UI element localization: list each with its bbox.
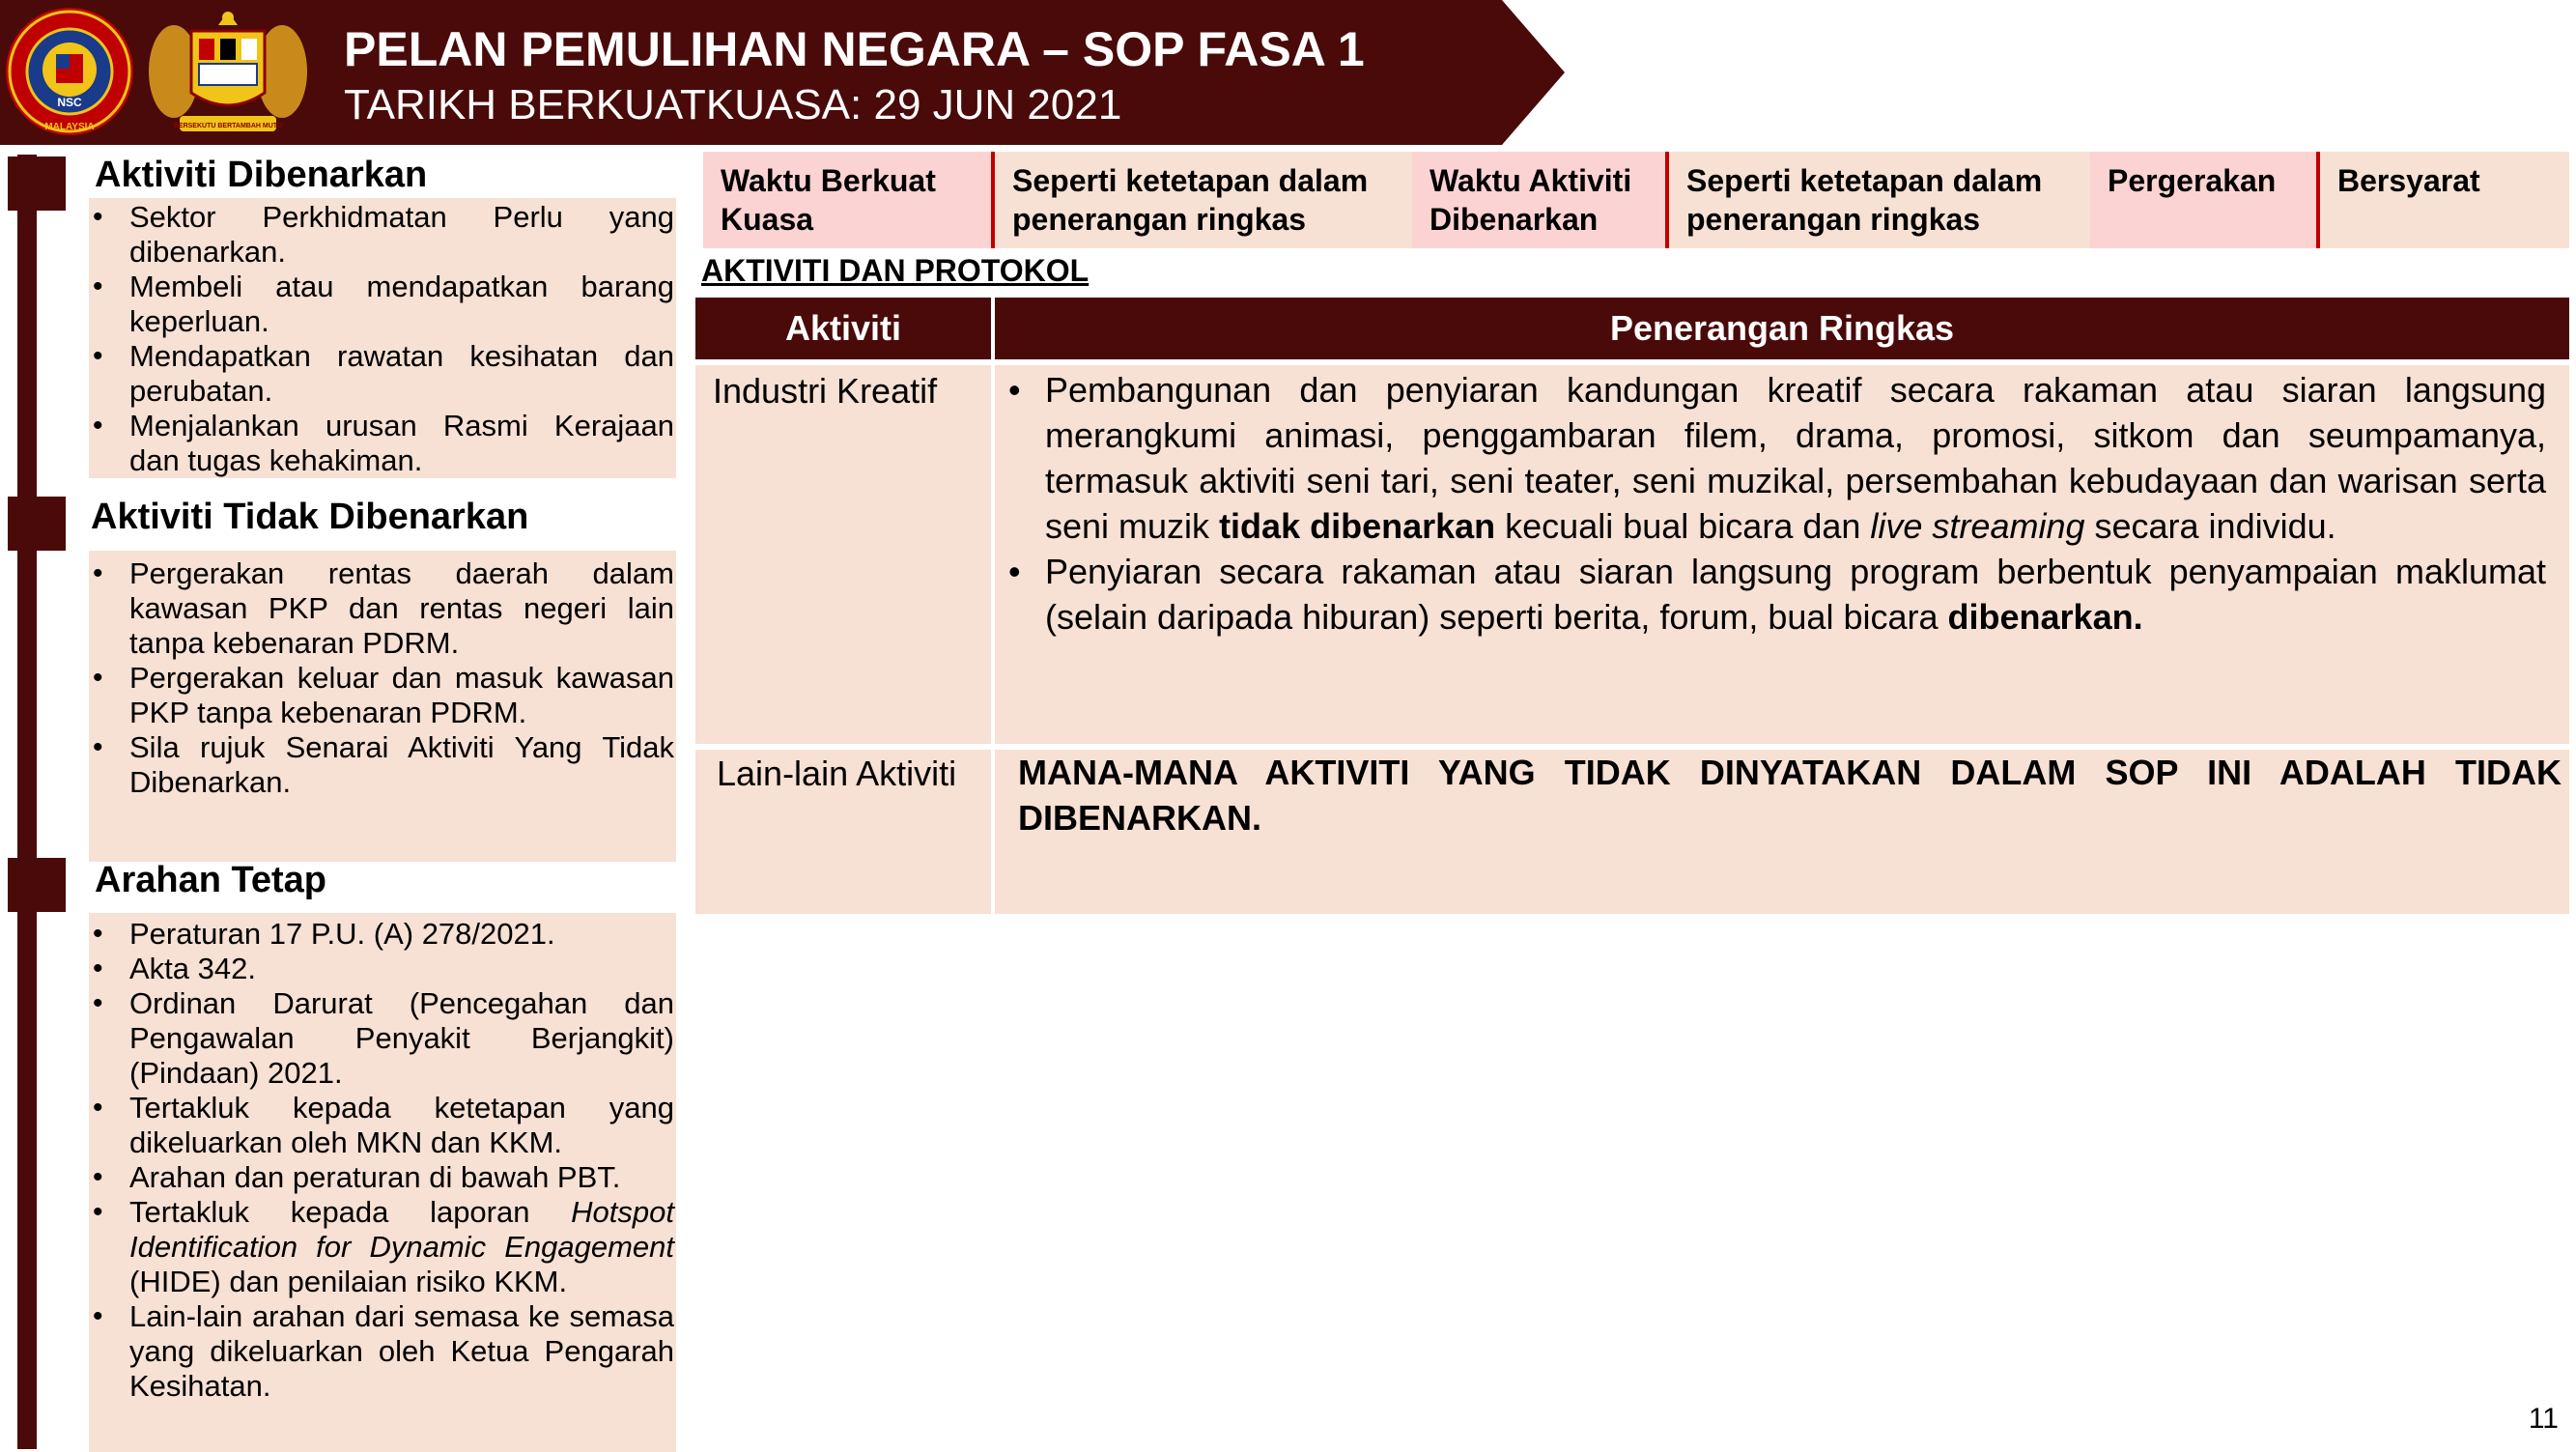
directives-heading: Arahan Tetap bbox=[95, 860, 327, 900]
hide-pre: Tertakluk kepada laporan bbox=[129, 1195, 572, 1229]
table-row-description bbox=[995, 750, 2569, 914]
list-item: • Arahan dan peraturan di bawah PBT. bbox=[93, 1160, 674, 1195]
hide-post: (HIDE) dan penilaian risiko KKM. bbox=[129, 1265, 568, 1298]
movement-label: Pergerakan bbox=[2090, 152, 2316, 248]
movement-value: Bersyarat bbox=[2320, 152, 2569, 248]
list-item: • Mendapatkan rawatan kesihatan dan perubatan. bbox=[93, 339, 674, 409]
svg-text:MALAYSIA: MALAYSIA bbox=[44, 122, 95, 132]
svg-text:BERSEKUTU BERTAMBAH MUTU: BERSEKUTU BERTAMBAH MUTU bbox=[173, 123, 283, 129]
not-listed-notice: MANA-MANA AKTIVITI YANG TIDAK DINYATAKAN DALAM SOP INI ADALAH TIDAK DIBENARKAN. bbox=[1018, 753, 2562, 838]
not-allowed-heading: Aktiviti Tidak Dibenarkan bbox=[91, 497, 529, 537]
desc-text: Penyiaran secara rakaman atau siaran langsung program berbentuk penyampaian maklumat (selain daripada hiburan) seperti berita, forum, bual bicara bbox=[1045, 552, 2546, 637]
not-allowed-list bbox=[89, 551, 676, 800]
coat-of-arms-icon bbox=[141, 4, 315, 144]
list-item: • Akta 342. bbox=[93, 952, 674, 986]
table-row-activity bbox=[695, 365, 991, 744]
list-item bbox=[93, 1195, 674, 1299]
page-number: 11 bbox=[2528, 1403, 2559, 1435]
list-item: • Tertakluk kepada ketetapan yang dikeluarkan oleh MKN dan KKM. bbox=[93, 1091, 674, 1160]
directives-box bbox=[89, 913, 676, 1452]
timeline-bar bbox=[17, 155, 37, 1449]
hours-value: Seperti ketetapan dalam penerangan ringkas bbox=[995, 152, 1412, 248]
not-allowed-box bbox=[89, 551, 676, 862]
hours-label: Waktu Berkuat Kuasa bbox=[703, 152, 991, 248]
column-header-description: Penerangan Ringkas bbox=[995, 298, 2569, 359]
list-item: • Lain-lain arahan dari semasa ke semasa yang dikeluarkan oleh Ketua Pengarah Kesihatan. bbox=[93, 1299, 674, 1404]
list-item bbox=[1008, 367, 2546, 549]
description-list bbox=[1008, 367, 2546, 640]
list-item: • Membeli atau mendapatkan barang keperluan. bbox=[93, 270, 674, 339]
desc-bold: dibenarkan. bbox=[1947, 597, 2143, 637]
hide-italic: Hotspot Identification for Dynamic Engagement bbox=[129, 1195, 674, 1264]
desc-text: Pembangunan dan penyiaran kandungan kreatif secara rakaman atau siaran langsung merangkumi animasi, penggambaran filem, drama, promosi, sitkom dan seumpamanya, termasuk aktiviti seni tari, seni teater, seni muzikal, persembahan kebudayaan dan warisan serta seni muzik bbox=[1045, 370, 2546, 546]
table-row-activity bbox=[695, 750, 991, 914]
table-row-description bbox=[995, 365, 2569, 744]
section-marker bbox=[8, 157, 66, 211]
section-marker bbox=[8, 858, 66, 912]
desc-text: kecuali bual bicara dan bbox=[1495, 506, 1871, 546]
directives-list bbox=[89, 913, 676, 1404]
allowed-box bbox=[89, 198, 676, 478]
list-item: • Ordinan Darurat (Pencegahan dan Pengawalan Penyakit Berjangkit) (Pindaan) 2021. bbox=[93, 986, 674, 1091]
activity-hours-label: Waktu Aktiviti Dibenarkan bbox=[1412, 152, 1665, 248]
list-item: • Pergerakan keluar dan masuk kawasan PKP tanpa kebenaran PDRM. bbox=[93, 661, 674, 730]
desc-italic: live streaming bbox=[1870, 506, 2085, 546]
effective-date: TARIKH BERKUATKUASA: 29 JUN 2021 bbox=[344, 81, 1122, 128]
list-item bbox=[1008, 549, 2546, 640]
list-item: • Menjalankan urusan Rasmi Kerajaan dan tugas kehakiman. bbox=[93, 409, 674, 478]
list-item: • Peraturan 17 P.U. (A) 278/2021. bbox=[93, 917, 674, 952]
column-header-activity: Aktiviti bbox=[695, 298, 991, 359]
list-item: • Pergerakan rentas daerah dalam kawasan PKP dan rentas negeri lain tanpa kebenaran PDRM. bbox=[93, 556, 674, 661]
activity-label: Lain-lain Aktiviti bbox=[717, 754, 957, 793]
section-marker bbox=[8, 497, 66, 551]
page-title: PELAN PEMULIHAN NEGARA – SOP FASA 1 bbox=[344, 22, 1365, 76]
list-item: • Sektor Perkhidmatan Perlu yang dibenarkan. bbox=[93, 200, 674, 270]
allowed-list bbox=[89, 198, 676, 478]
desc-text: secara individu. bbox=[2084, 506, 2336, 546]
activity-label: Industri Kreatif bbox=[713, 371, 938, 411]
section-label: AKTIVITI DAN PROTOKOL bbox=[701, 253, 1090, 288]
allowed-heading: Aktiviti Dibenarkan bbox=[95, 155, 428, 195]
nsc-seal-icon bbox=[4, 6, 135, 142]
list-item: • Sila rujuk Senarai Aktiviti Yang Tidak Dibenarkan. bbox=[93, 730, 674, 800]
activity-hours-value: Seperti ketetapan dalam penerangan ringkas bbox=[1669, 152, 2090, 248]
svg-text:NSC: NSC bbox=[57, 96, 82, 109]
desc-bold: tidak dibenarkan bbox=[1219, 506, 1496, 546]
